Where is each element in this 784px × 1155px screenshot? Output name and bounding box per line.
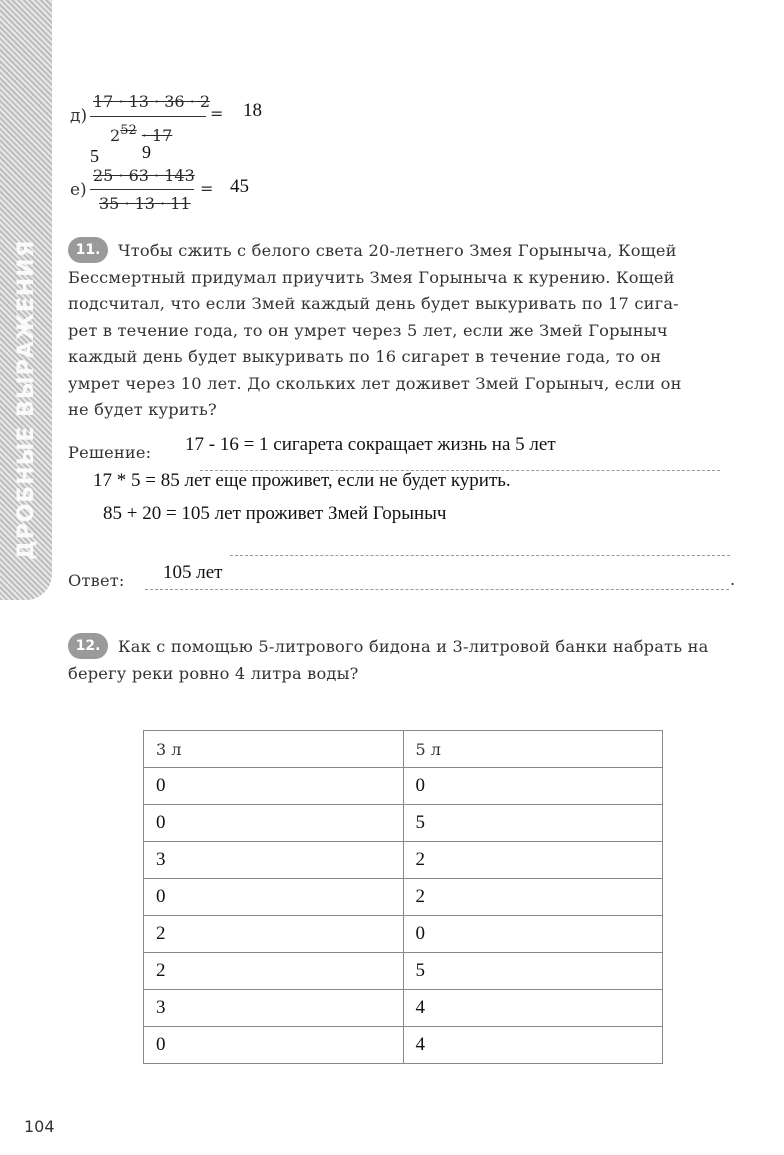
answer-end-dot: . <box>730 570 736 589</box>
cell-5l: 4 <box>403 1027 663 1064</box>
expr-e-label: е) <box>70 180 87 200</box>
cell-5l: 2 <box>403 879 663 916</box>
cell-5l: 0 <box>403 768 663 805</box>
expr-d-denominator-rest: · 17 <box>141 126 173 145</box>
table-row <box>144 916 663 953</box>
task-12-line-1: Как с помощью 5-литрового бидона и 3-литровой банки набрать на <box>118 637 709 656</box>
expr-d-numerator: 17 · 13 · 36 · 2 <box>93 92 211 111</box>
task-11-badge: 11. <box>68 237 108 263</box>
solution-line-3: 85 + 20 = 105 лет проживет Змей Горыныч <box>103 503 447 524</box>
solution-rule-2 <box>230 555 730 556</box>
expr-e-denominator: 35 · 13 · 11 <box>99 194 191 213</box>
expr-d-denominator-sup: 52 <box>120 123 137 138</box>
task-11-line-3: подсчитал, что если Змей каждый день будет выкуривать по 17 сига- <box>68 294 679 313</box>
cell-3l: 0 <box>144 768 404 805</box>
cell-3l: 2 <box>144 916 404 953</box>
cell-3l: 3 <box>144 842 404 879</box>
task-11-line-7: не будет курить? <box>68 400 217 419</box>
cell-5l: 2 <box>403 842 663 879</box>
task-11-line-6: умрет через 10 лет. До скольких лет доживет Змей Горыныч, если он <box>68 373 682 393</box>
solution-line-1: 17 - 16 = 1 сигарета сокращает жизнь на 5 лет <box>185 434 556 455</box>
answer-value: 105 лет <box>163 562 223 583</box>
expr-e-answer: 45 <box>230 176 249 197</box>
page-number: 104 <box>24 1117 55 1136</box>
solution-rule-1 <box>200 470 720 471</box>
task-12-line-2: берегу реки ровно 4 литра воды? <box>68 663 359 683</box>
side-strip <box>0 0 52 600</box>
header-5l: 5 л <box>403 731 663 768</box>
header-3l: 3 л <box>144 731 404 768</box>
task-11-line-2: Бессмертный придумал приучить Змея Горыныча к курению. Кощей <box>68 267 675 287</box>
cell-5l: 5 <box>403 805 663 842</box>
table-row <box>144 768 663 805</box>
table-row <box>144 805 663 842</box>
cell-3l: 2 <box>144 953 404 990</box>
solution-label: Решение: <box>68 443 152 462</box>
cell-5l: 5 <box>403 953 663 990</box>
expr-e-hand-note-2: 9 <box>142 142 151 162</box>
cell-3l: 0 <box>144 879 404 916</box>
expr-e-hand-note-1: 5 <box>90 146 99 166</box>
table-row <box>144 879 663 916</box>
expr-d-denominator-base: 2 <box>110 126 121 145</box>
expr-e-numerator: 25 · 63 · 143 <box>93 166 195 185</box>
task-11-line-4: рет в течение года, то он умрет через 5 лет, если же Змей Горыныч <box>68 320 668 340</box>
cell-3l: 0 <box>144 1027 404 1064</box>
expr-d-label: д) <box>70 106 88 126</box>
table-row <box>144 842 663 879</box>
table-row <box>144 990 663 1027</box>
table-header-row <box>144 731 663 768</box>
expr-e-equals: = <box>200 179 214 198</box>
solution-line-2: 17 * 5 = 85 лет еще проживет, если не будет курить. <box>93 470 511 491</box>
section-title: ДРОБНЫЕ ВЫРАЖЕНИЯ <box>14 239 39 560</box>
pouring-table <box>143 730 663 1064</box>
expr-d-answer: 18 <box>243 100 262 121</box>
cell-3l: 0 <box>144 805 404 842</box>
cell-3l: 3 <box>144 990 404 1027</box>
cell-5l: 4 <box>403 990 663 1027</box>
expr-e-fraction-bar <box>90 189 194 190</box>
cell-5l: 0 <box>403 916 663 953</box>
table-row <box>144 1027 663 1064</box>
task-12-badge: 12. <box>68 633 108 659</box>
answer-rule <box>145 589 729 590</box>
expr-d-fraction-bar <box>90 116 206 117</box>
task-11-line-1: Чтобы сжить с белого света 20-летнего Змея Горыныча, Кощей <box>118 241 677 260</box>
task-11-line-5: каждый день будет выкуривать по 16 сигарет в течение года, то он <box>68 347 662 366</box>
expr-d-equals: = <box>210 104 224 123</box>
table-row <box>144 953 663 990</box>
answer-label: Ответ: <box>68 571 125 590</box>
